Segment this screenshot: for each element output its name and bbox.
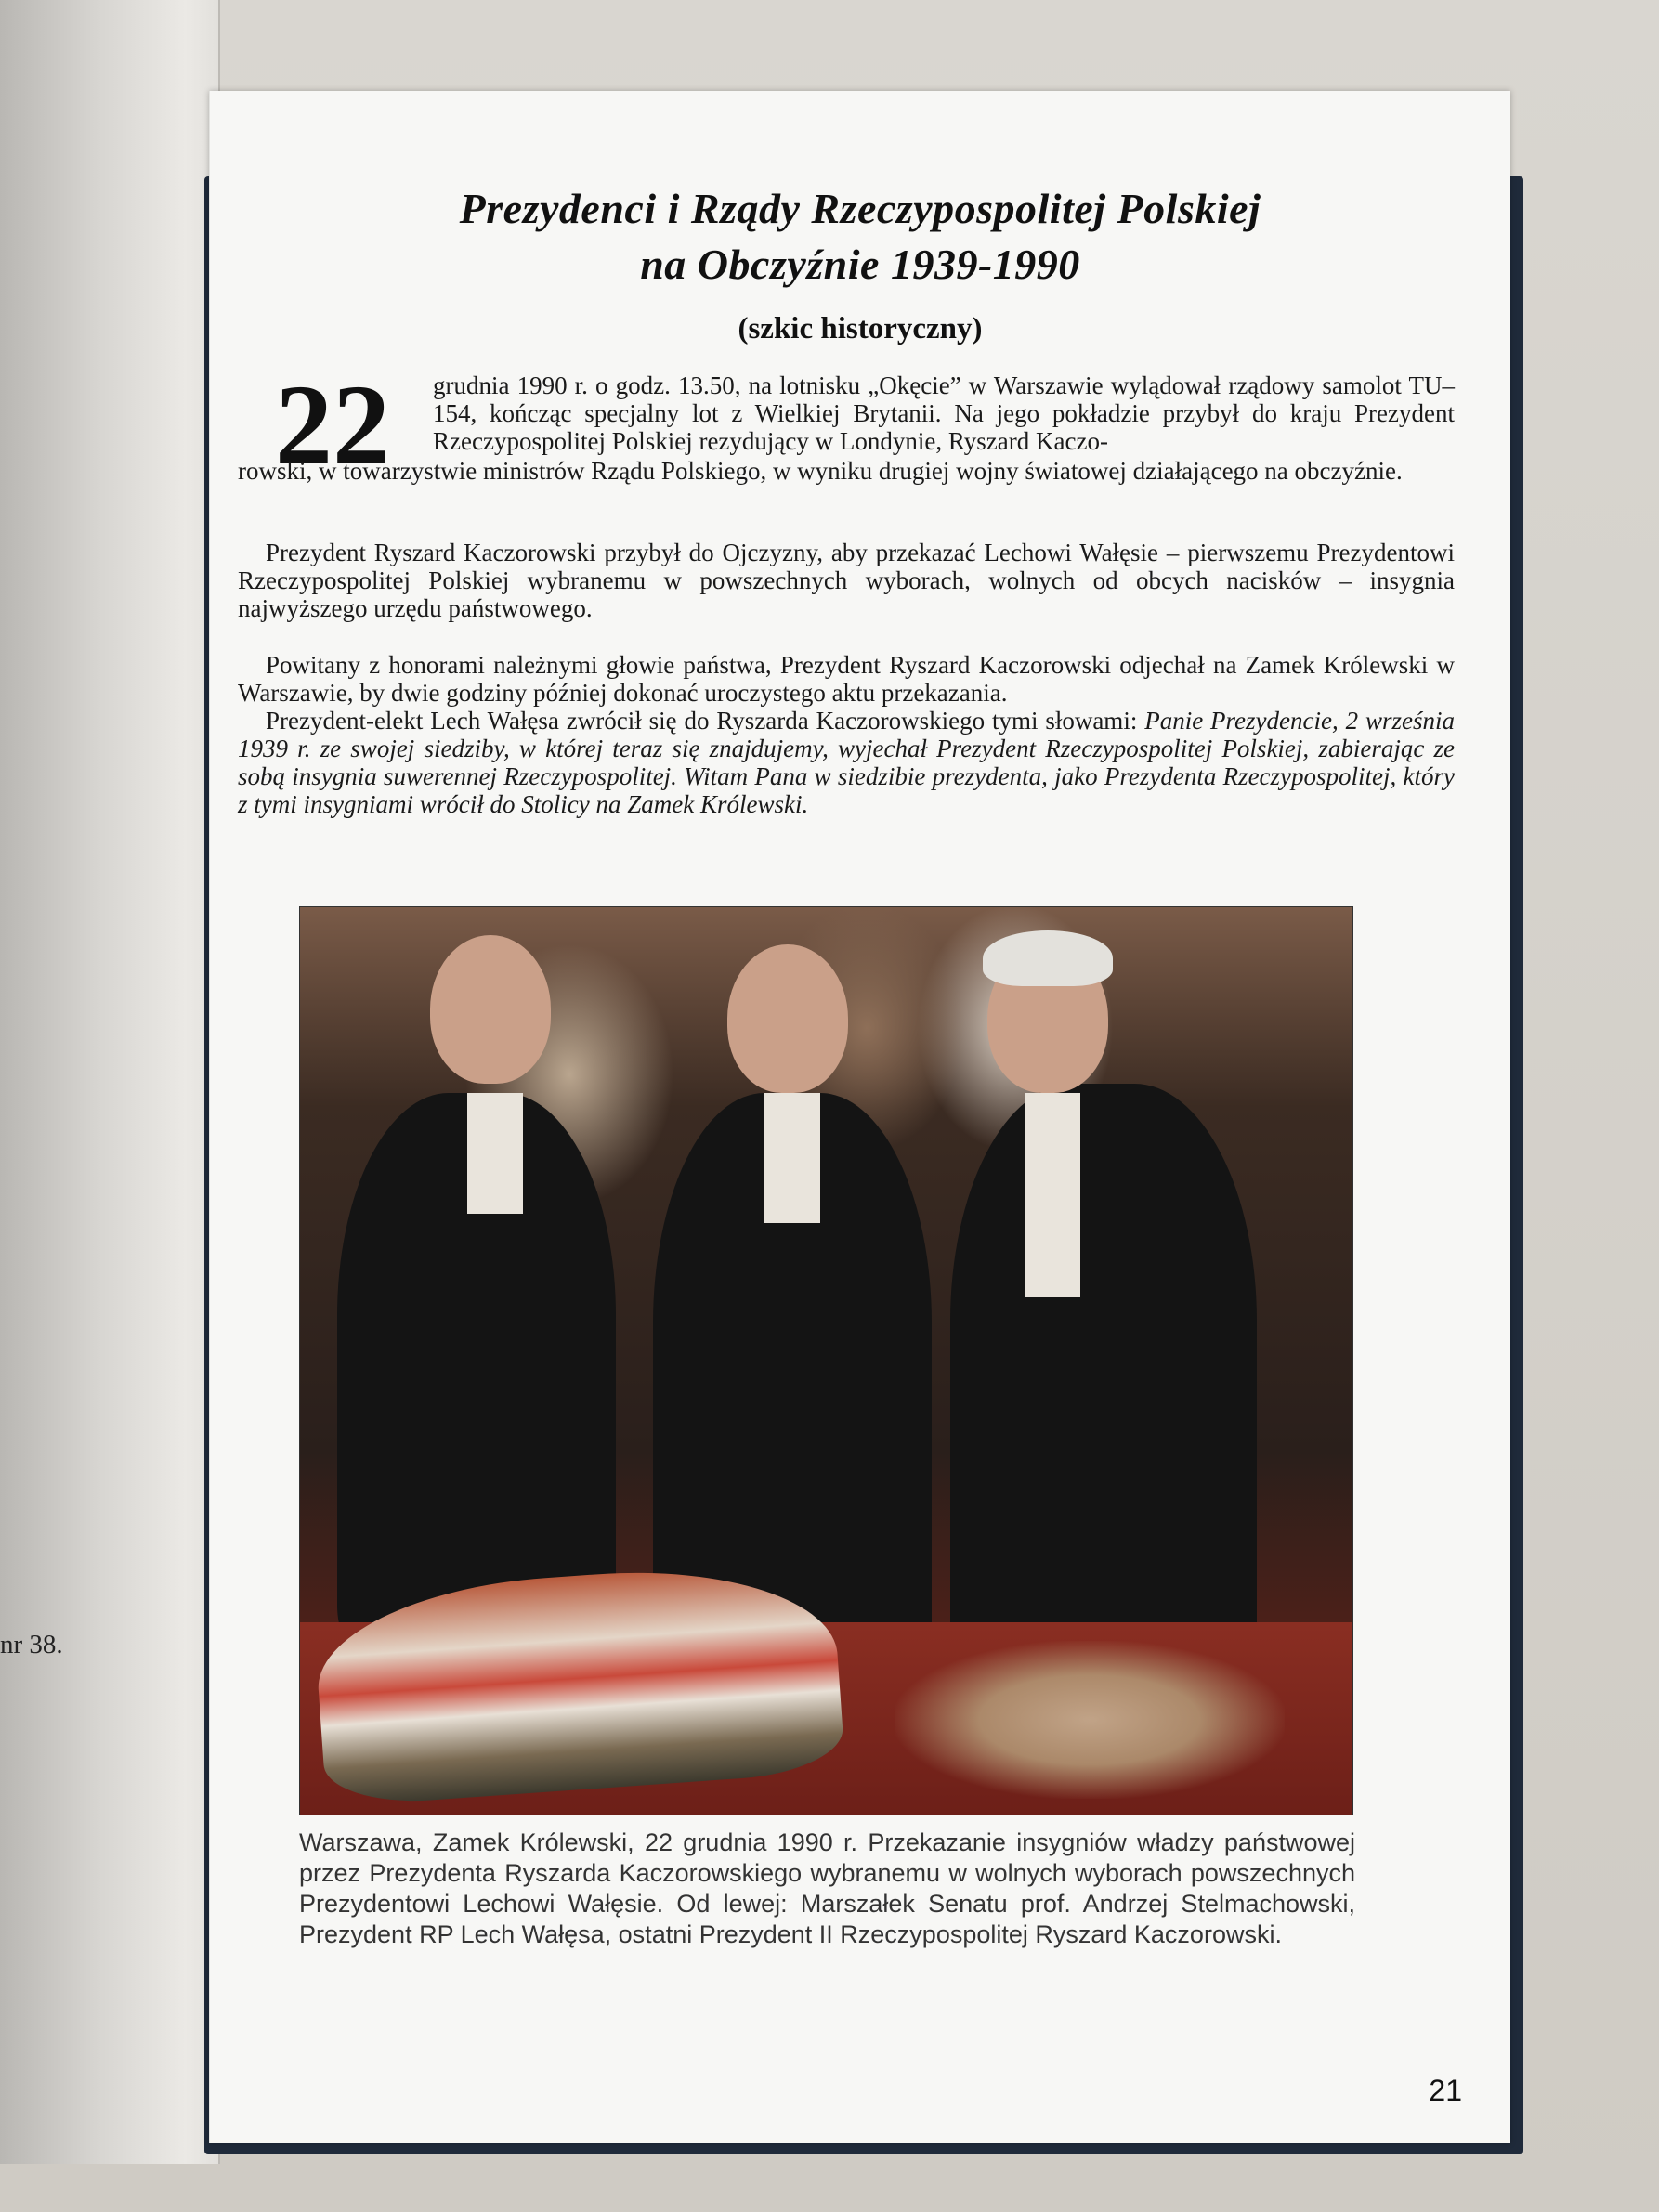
paragraph-3: Powitany z honorami należnymi głowie państwa, Prezydent Ryszard Kaczorowski odjechał na Zamek Królewski w Warszawie, by dwie godziny później dokonać uroczystego aktu przekazania. [238, 651, 1455, 707]
photo-figure-right-suit [950, 1084, 1257, 1678]
photo-figure-center-shirt [764, 1093, 820, 1223]
paragraph-1-continuation: rowski, w towarzystwie ministrów Rządu Polskiego, w wyniku drugiej wojny światowej działającego na obczyźnie. [238, 457, 1403, 485]
ceremony-photograph [299, 906, 1353, 1815]
photo-figure-left-shirt [467, 1093, 523, 1214]
paragraph-4-intro: Prezydent-elekt Lech Wałęsa zwrócił się do Ryszarda Kaczorowskiego tymi słowami: [266, 707, 1145, 735]
paragraph-2: Prezydent Ryszard Kaczorowski przybył do Ojczyzny, aby przekazać Lechowi Wałęsie – pierwszemu Prezydentowi Rzeczypospolitej Polskiej wybranemu w powszechnych wyborach, wolnych od obcych nacisków – insygnia najwyższego urzędu państwowego. [238, 539, 1455, 622]
book-page [209, 91, 1510, 2143]
photo-figure-right-hair [983, 930, 1113, 986]
left-page-text-fragment: nr 38. [0, 1630, 63, 1659]
photo-eagle-emblem [895, 1641, 1285, 1799]
photo-caption: Warszawa, Zamek Królewski, 22 grudnia 1990 r. Przekazanie insygniów władzy państwowej przez Prezydenta Ryszarda Kaczorowskiego wybranemu w wolnych wyborach powszechnych Prezydentowi Lechowi Wałęsie. Od lewej: Marszałek Senatu prof. Andrzej Stelmachowski, Prezydent RP Lech Wałęsa, ostatni Prezydent II Rzeczypospolitej Ryszard Kaczorowski. [299, 1828, 1355, 1948]
page-subtitle: (szkic historyczny) [738, 312, 983, 345]
drop-cap: 22 [275, 361, 390, 488]
photo-figure-center-face [727, 944, 848, 1093]
paragraph-1-opening: grudnia 1990 r. o godz. 13.50, na lotnisku „Okęcie” w Warszawie wylądował rządowy samolot TU–154, kończąc specjalny lot z Wielkiej Brytanii. Na jego pokładzie przybył do kraju Prezydent Rzeczypospolitej Polskiej rezydujący w Londynie, Ryszard Kaczo- [433, 371, 1455, 455]
photo-figure-left-face [430, 935, 551, 1084]
page-title-line-1: Prezydenci i Rządy Rzeczypospolitej Polskiej [459, 185, 1261, 232]
page-title-line-2: na Obczyźnie 1939-1990 [640, 241, 1080, 288]
photo-figure-right-shirt [1025, 1093, 1080, 1297]
left-page [0, 0, 220, 2164]
paragraph-4-quote: Panie Prezydencie, 2 września 1939 r. ze swojej siedziby, w której teraz się znajdujemy, wyjechał Prezydent Rzeczypospolitej Polskiej, zabierając ze sobą insygnia suwerennej Rzeczypospolitej. Witam Pana w siedzibie prezydenta, jako Prezydenta Rzeczypospolitej, który z tymi insygniami wrócił do Stolicy na Zamek Królewski. [238, 707, 1455, 818]
paragraph-4 [238, 707, 1455, 818]
page-number: 21 [1429, 2074, 1462, 2107]
